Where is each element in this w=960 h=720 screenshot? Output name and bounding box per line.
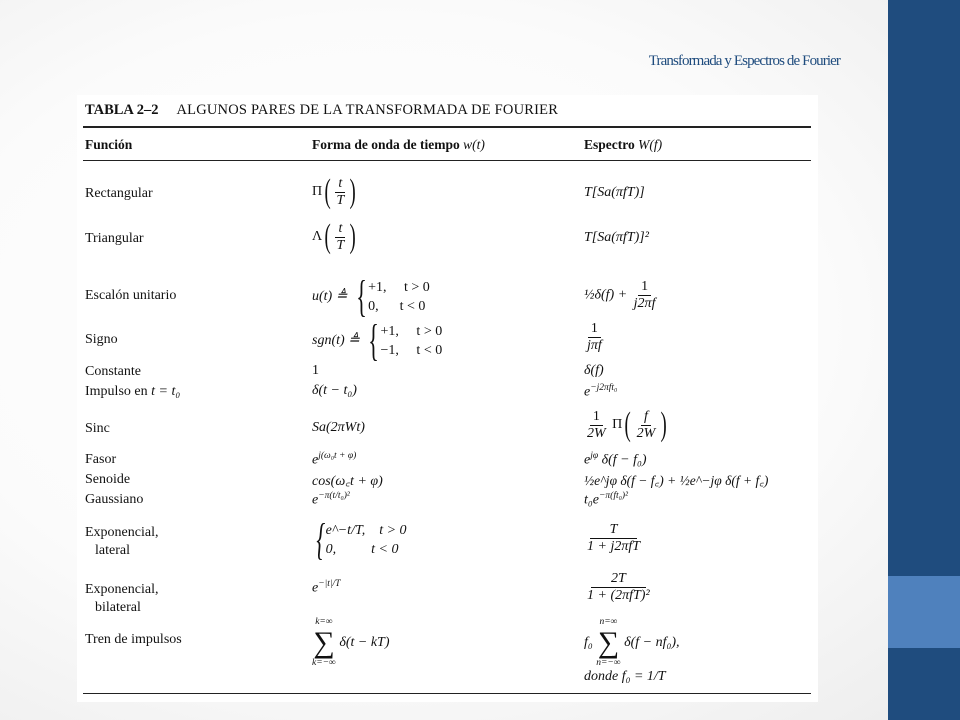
fraction <box>584 321 605 354</box>
summation <box>312 617 336 669</box>
denominator: T <box>336 192 345 208</box>
row-funcion <box>85 383 180 401</box>
row-funcion: Sinc <box>85 421 110 436</box>
row-waveform: Sa(2πWt) <box>312 420 365 435</box>
exp-power: −|t|/T <box>318 579 341 589</box>
exp-base: e <box>584 452 591 468</box>
case-line: e^−t/T, t > 0 <box>325 523 407 538</box>
row-waveform <box>312 272 430 321</box>
case-line: −1, t < 0 <box>380 343 443 358</box>
row-waveform: cos(ω꜀t + φ) <box>312 474 383 489</box>
denominator: T <box>336 237 345 253</box>
row-funcion-text: Impulso en <box>85 384 148 399</box>
row-spectrum <box>584 321 605 354</box>
row-waveform: δ(t − t₀) <box>312 383 357 398</box>
numerator: t <box>335 221 345 238</box>
row-funcion <box>85 581 158 617</box>
case-line: 0, t < 0 <box>325 542 399 557</box>
sum-lower: k=−∞ <box>312 658 336 668</box>
delta-term: δ(f − nf₀), <box>624 635 680 651</box>
row-spectrum <box>584 383 617 401</box>
row-funcion: Gaussiano <box>85 492 144 507</box>
case-line: 0, t < 0 <box>368 299 426 314</box>
case-line: +1, t > 0 <box>380 324 443 339</box>
denominator: 1 + (2πfT)² <box>587 588 650 603</box>
sigma-symbol: ∑ <box>597 626 620 659</box>
row-waveform <box>312 579 340 597</box>
numerator: 1 <box>590 409 603 426</box>
row-waveform <box>312 491 350 509</box>
row-waveform: 1 <box>312 363 319 378</box>
exp-base: e <box>312 452 319 468</box>
exp-power: −π(t/t₀)² <box>318 491 350 501</box>
denominator: 2W <box>636 425 656 441</box>
row-spectrum <box>584 491 628 509</box>
sum-upper: n=∞ <box>599 617 618 627</box>
fourier-table <box>77 95 818 702</box>
spectrum-prefix: f₀ <box>584 635 593 651</box>
brace: { <box>356 272 367 321</box>
numerator: 2T <box>591 571 646 588</box>
denominator: j2πf <box>633 296 656 311</box>
denominator: 2W <box>587 425 606 441</box>
table-rule-header <box>83 160 811 161</box>
row-waveform <box>312 451 356 469</box>
exp-power: j(ω₀t + φ) <box>318 451 357 461</box>
row-spectrum <box>584 522 643 555</box>
row-funcion: Escalón unitario <box>85 288 177 303</box>
numerator: T <box>590 522 638 539</box>
fraction <box>584 571 653 604</box>
fraction <box>631 279 659 312</box>
numerator: 1 <box>588 321 601 338</box>
lambda-symbol: Λ <box>312 229 323 245</box>
fraction <box>634 409 659 442</box>
row-funcion-line2: lateral <box>95 543 130 558</box>
cases <box>363 316 443 365</box>
brace: { <box>368 316 380 365</box>
exp-power: −j2πft₀ <box>590 383 618 393</box>
slide-sidebar-accent <box>888 576 960 648</box>
header-forma <box>312 137 485 153</box>
spectrum-prefix: ½δ(f) + <box>584 287 628 303</box>
table-caption-label: TABLA 2–2 <box>85 102 159 118</box>
denominator: jπf <box>587 338 602 353</box>
row-funcion: Fasor <box>85 452 117 467</box>
paren-left: ( <box>624 406 632 443</box>
fraction <box>333 221 347 254</box>
header-funcion: Función <box>85 137 133 152</box>
numerator: f <box>641 409 651 426</box>
slide-title: Transformada y Espectros de Fourier <box>648 53 840 69</box>
row-spectrum <box>584 571 653 604</box>
pi-symbol: Π <box>312 184 323 200</box>
row-funcion: Senoide <box>85 472 131 487</box>
row-spectrum: T[Sa(πfT)] <box>584 185 645 200</box>
paren-right: ) <box>660 406 668 443</box>
paren-left: ( <box>324 218 331 255</box>
row-spectrum <box>584 617 680 669</box>
exp-base: e <box>312 580 319 596</box>
fraction <box>584 409 609 442</box>
table-rule-top <box>83 126 811 128</box>
row-spectrum <box>584 408 670 442</box>
header-espectro-symbol: W(f) <box>638 137 663 152</box>
header-forma-symbol: w(t) <box>463 137 485 152</box>
paren-left: ( <box>324 173 331 210</box>
header-espectro <box>584 137 662 153</box>
row-funcion-line2: bilateral <box>95 600 141 615</box>
paren-right: ) <box>349 218 357 255</box>
header-forma-text: Forma de onda de tiempo <box>312 137 460 152</box>
row-spectrum <box>584 279 658 312</box>
sigma-symbol: ∑ <box>313 626 335 659</box>
pi-symbol: Π <box>612 417 623 433</box>
summation <box>596 617 620 669</box>
fraction <box>584 522 643 555</box>
exp-power: −π(ft₀)² <box>598 491 628 501</box>
cases-lines <box>381 322 443 360</box>
numerator: 1 <box>638 279 651 296</box>
row-funcion-line1: Exponencial, <box>85 582 159 597</box>
table-rule-bottom <box>83 693 811 694</box>
fraction <box>333 176 347 209</box>
numerator: t <box>335 176 345 193</box>
row-waveform <box>312 515 407 564</box>
cases-lines <box>368 278 430 316</box>
table-caption-text: ALGUNOS PARES DE LA TRANSFORMADA DE FOURIER <box>176 102 559 118</box>
sum-lower: n=−∞ <box>596 658 621 668</box>
row-waveform <box>312 220 359 254</box>
table-caption <box>85 102 558 119</box>
row-spectrum-note: donde f₀ = 1/T <box>584 669 666 684</box>
cases <box>351 272 430 321</box>
delta-term: δ(f − f₀) <box>601 452 647 468</box>
exp-power: jφ <box>590 451 599 461</box>
row-waveform <box>312 175 359 209</box>
row-funcion: Rectangular <box>85 186 153 201</box>
row-funcion: Signo <box>85 332 118 347</box>
row-funcion <box>85 524 158 560</box>
case-line: +1, t > 0 <box>368 280 430 295</box>
row-funcion: Constante <box>85 364 141 379</box>
exp-base: e <box>312 492 319 508</box>
row-spectrum: δ(f) <box>584 363 604 378</box>
row-funcion: Triangular <box>85 231 144 246</box>
row-funcion-math: t = t₀ <box>151 384 181 399</box>
exp-base: t₀e <box>584 492 599 508</box>
denominator: 1 + j2πfT <box>587 539 641 554</box>
row-spectrum <box>584 451 647 469</box>
row-waveform <box>312 316 443 365</box>
cases-lines <box>326 521 407 559</box>
cases <box>312 515 407 564</box>
delta-term: δ(t − kT) <box>339 635 390 651</box>
brace: { <box>316 515 326 564</box>
row-spectrum: ½e^jφ δ(f − f꜀) + ½e^−jφ δ(f + f꜀) <box>584 473 769 488</box>
step-prefix: u(t) ≜ <box>312 289 348 305</box>
exp-base: e <box>584 384 591 400</box>
row-funcion: Tren de impulsos <box>85 632 182 647</box>
paren-right: ) <box>349 173 357 210</box>
row-funcion-line1: Exponencial, <box>85 525 159 540</box>
row-waveform <box>312 617 389 669</box>
row-spectrum: T[Sa(πfT)]² <box>584 230 649 245</box>
header-espectro-text: Espectro <box>584 137 635 152</box>
sum-upper: k=∞ <box>315 617 333 627</box>
sgn-prefix: sgn(t) ≜ <box>312 333 360 349</box>
